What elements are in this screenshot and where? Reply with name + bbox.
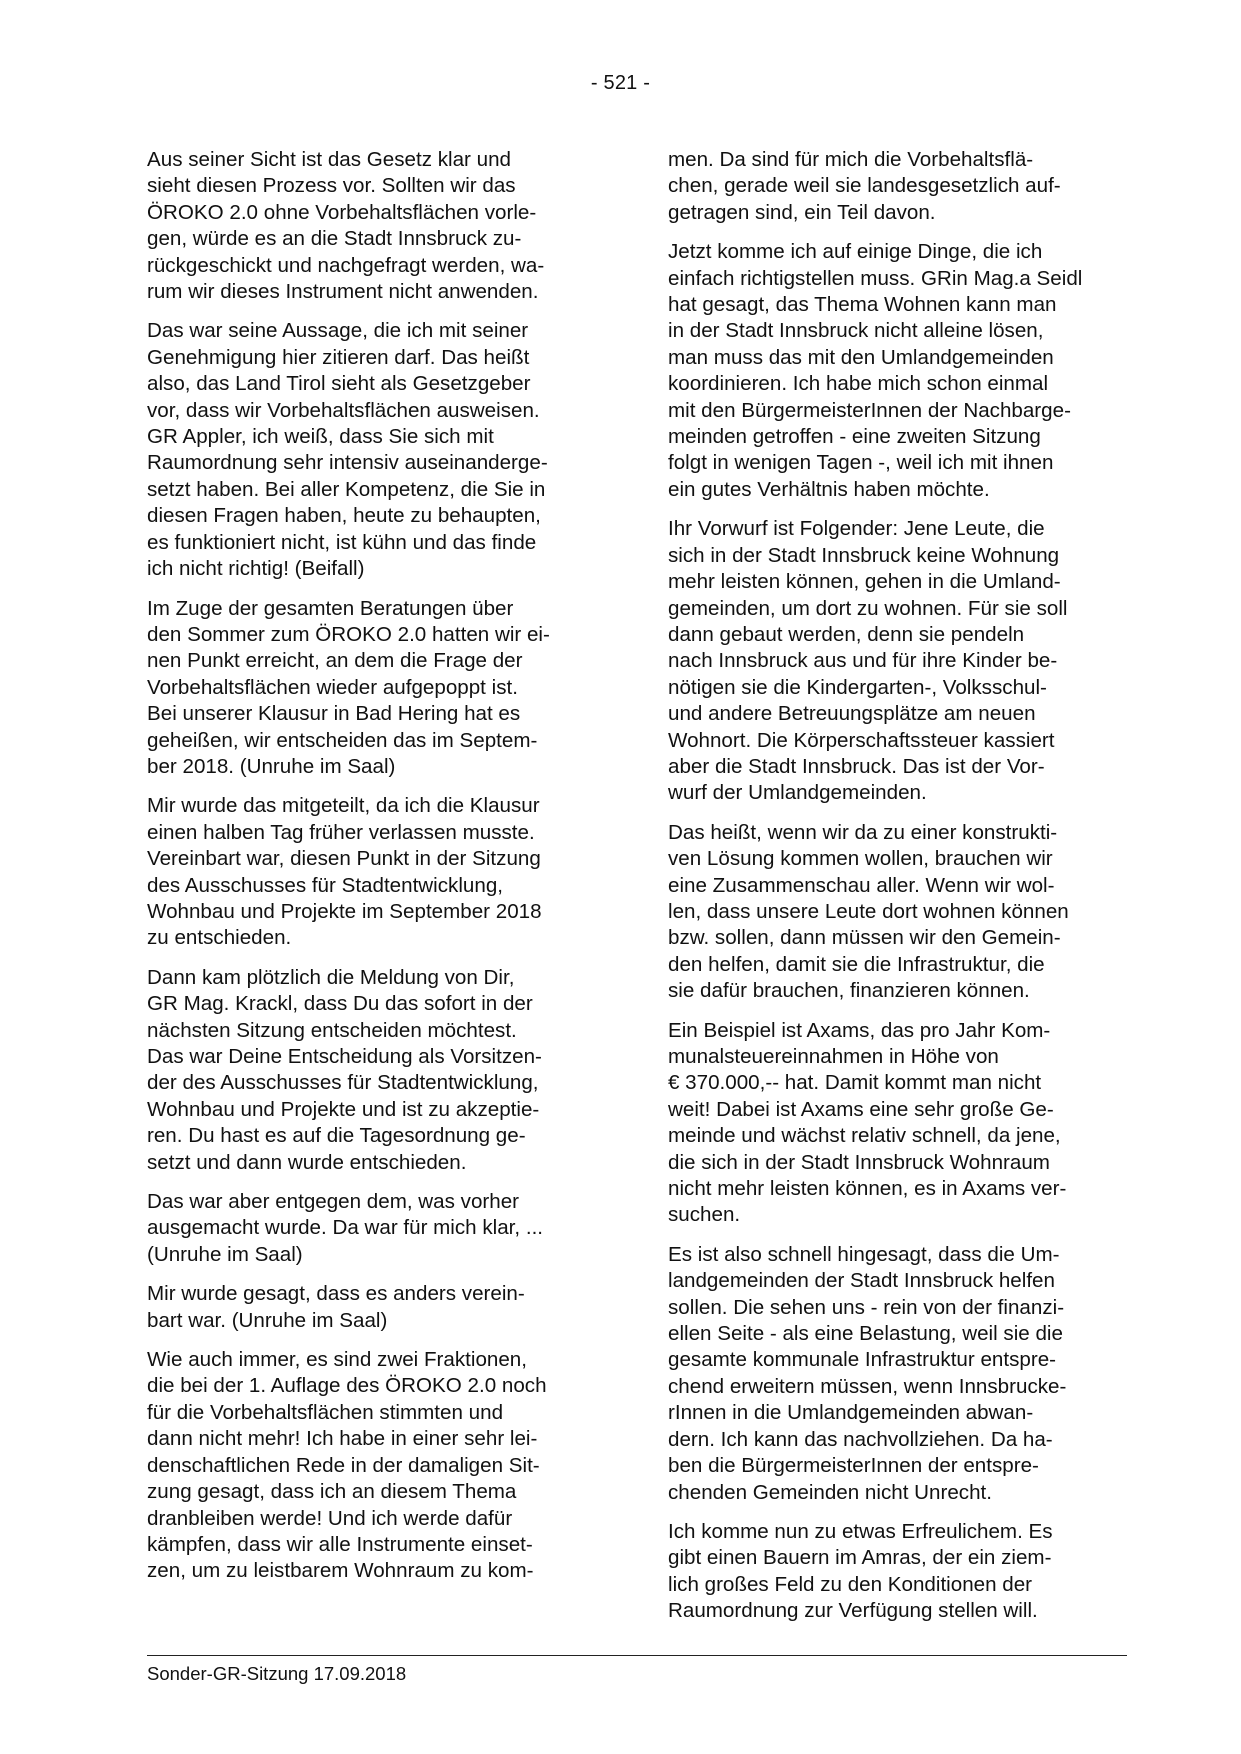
- text-column-right: [668, 147, 1128, 1638]
- footer-rule: [147, 1655, 1127, 1656]
- page-number: - 521 -: [590, 72, 651, 94]
- paragraph: Im Zuge der gesamten Beratungen über den Sommer zum ÖROKO 2.0 hatten wir ei- nen Punkt erreicht, an dem die Frage der Vorbehaltsflächen wieder aufgepoppt ist. Bei unserer Klausur in Bad Hering hat es geheißen, wir entscheiden das im Septem- ber 2018. (Unruhe im Saal): [147, 596, 550, 778]
- paragraph: Ich komme nun zu etwas Erfreulichem. Es gibt einen Bauern im Amras, der ein ziem- lich großes Feld zu den Konditionen der Raumordnung zur Verfügung stellen will.: [668, 1519, 1053, 1623]
- paragraph: Mir wurde gesagt, dass es anders verein- bart war. (Unruhe im Saal): [147, 1282, 525, 1332]
- paragraph: Jetzt komme ich auf einige Dinge, die ich einfach richtigstellen muss. GRin Mag.a Seidl hat gesagt, das Thema Wohnen kann man in der Stadt Innsbruck nicht alleine lösen, man muss das mit den Umlandgemeinden koordinieren. Ich habe mich schon einmal mit den BürgermeisterInnen der Nachbarge- meinden getroffen - eine zweiten Sitzung folgt in wenigen Tagen -, weil ich mit ihnen ein gutes Verhältnis haben möchte.: [668, 240, 1083, 501]
- paragraph: Ihr Vorwurf ist Folgender: Jene Leute, die sich in der Stadt Innsbruck keine Wohnung mehr leisten können, gehen in die Umland- gemeinden, um dort zu wohnen. Für sie soll dann gebaut werden, denn sie pendeln nach Innsbruck aus und für ihre Kinder be- nötigen sie die Kindergarten-, Volksschul- und andere Betreuungsplätze am neuen Wohnort. Die Körperschaftssteuer kassiert aber die Stadt Innsbruck. Das ist der Vor- wurf der Umlandgemeinden.: [668, 517, 1068, 805]
- paragraph: Das war aber entgegen dem, was vorher ausgemacht wurde. Da war für mich klar, ... (Unruhe im Saal): [147, 1190, 544, 1266]
- paragraph: Ein Beispiel ist Axams, das pro Jahr Kom- munalsteuereinnahmen in Höhe von € 370.000,-- hat. Damit kommt man nicht weit! Dabei ist Axams eine sehr große Ge- meinde und wächst relativ schnell, da jene, die sich in der Stadt Innsbruck Wohnraum nicht mehr leisten können, es in Axams ver- suchen.: [668, 1018, 1067, 1227]
- paragraph: Es ist also schnell hingesagt, dass die Um- landgemeinden der Stadt Innsbruck helfen sollen. Die sehen uns - rein von der finanzi- ellen Seite - als eine Belastung, weil sie die gesamte kommunale Infrastruktur entspre- chend erweitern müssen, wenn Innsbrucke- rInnen in die Umlandgemeinden abwan- dern. Ich kann das nachvollziehen. Da ha- ben die BürgermeisterInnen der entspre- chenden Gemeinden nicht Unrecht.: [668, 1242, 1067, 1504]
- paragraph: Mir wurde das mitgeteilt, da ich die Klausur einen halben Tag früher verlassen musste. Vereinbart war, diesen Punkt in der Sitzung des Ausschusses für Stadtentwicklung, Wohnbau und Projekte im September 2018 zu entschieden.: [147, 794, 542, 950]
- paragraph: men. Da sind für mich die Vorbehaltsflä- chen, gerade weil sie landesgesetzlich auf- getragen sind, ein Teil davon.: [668, 148, 1061, 224]
- paragraph: Dann kam plötzlich die Meldung von Dir, GR Mag. Krackl, dass Du das sofort in der nächsten Sitzung entscheiden möchtest. Das war Deine Entscheidung als Vorsitzen- der des Ausschusses für Stadtentwicklung, Wohnbau und Projekte und ist zu akzeptie- ren. Du hast es auf die Tagesordnung ge- setzt und dann wurde entschieden.: [147, 965, 542, 1174]
- paragraph: Das war seine Aussage, die ich mit seiner Genehmigung hier zitieren darf. Das heißt also, das Land Tirol sieht als Gesetzgeber vor, dass wir Vorbehaltsflächen ausweisen. GR Appler, ich weiß, dass Sie sich mit Raumordnung sehr intensiv auseinanderge- setzt haben. Bei aller Kompetenz, die Sie in diesen Fragen haben, heute zu behaupten, es funktioniert nicht, ist kühn und das finde ich nicht richtig! (Beifall): [147, 319, 548, 581]
- text-column-left: [147, 147, 603, 1598]
- paragraph: Wie auch immer, es sind zwei Fraktionen, die bei der 1. Auflage des ÖROKO 2.0 noch für die Vorbehaltsflächen stimmten und dann nicht mehr! Ich habe in einer sehr lei- denschaftlichen Rede in der damaligen Sit- zung gesagt, dass ich an diesem Thema dranbleiben werde! Und ich werde dafür kämpfen, dass wir alle Instrumente einset- zen, um zu leistbarem Wohnraum zu kom-: [147, 1348, 547, 1583]
- paragraph: Das heißt, wenn wir da zu einer konstrukti- ven Lösung kommen wollen, brauchen wir eine Zusammenschau aller. Wenn wir wol- len, dass unsere Leute dort wohnen können bzw. sollen, dann müssen wir den Gemein- den helfen, damit sie die Infrastruktur, die sie dafür brauchen, finanzieren können.: [668, 820, 1069, 1003]
- footer-text: Sonder-GR-Sitzung 17.09.2018: [147, 1663, 407, 1684]
- paragraph: Aus seiner Sicht ist das Gesetz klar und sieht diesen Prozess vor. Sollten wir das ÖROKO 2.0 ohne Vorbehaltsflächen vorle- gen, würde es an die Stadt Innsbruck zu- rückgeschickt und nachgefragt werden, wa- rum wir dieses Instrument nicht anwenden.: [147, 148, 545, 304]
